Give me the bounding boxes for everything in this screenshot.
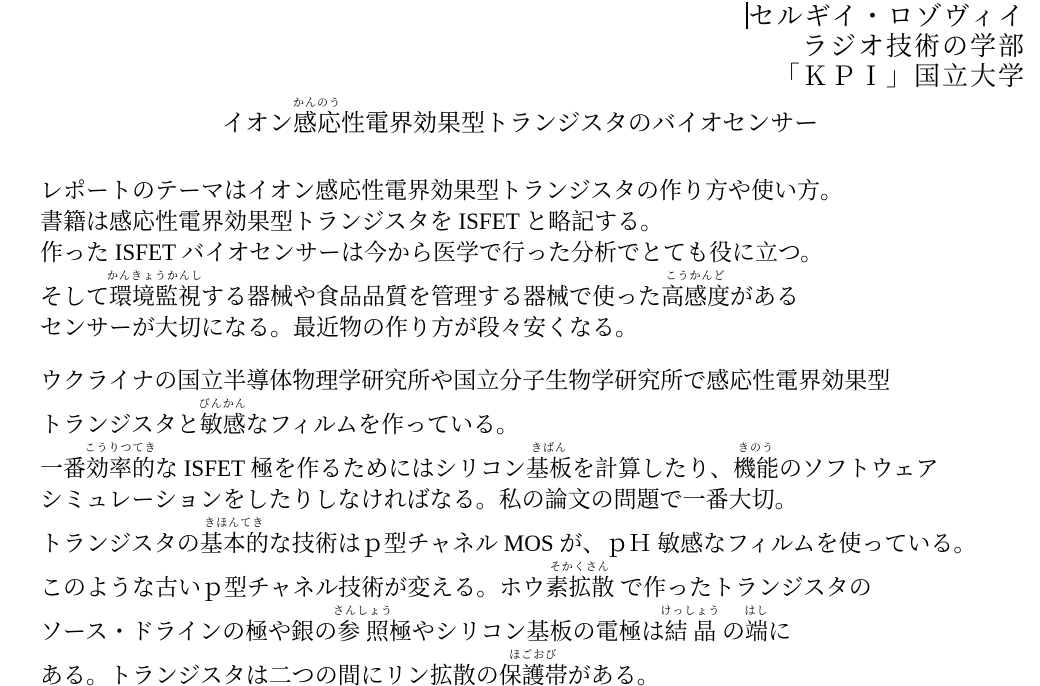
text-run: で作ったトランジスタの bbox=[614, 575, 872, 600]
text-run: する器械や食品品質を管理する器械で使った bbox=[201, 284, 661, 309]
text-line bbox=[40, 396, 1040, 440]
text-line bbox=[40, 365, 1040, 396]
document-title bbox=[0, 96, 1040, 140]
header-line bbox=[0, 62, 1026, 92]
ruby-segment bbox=[107, 270, 203, 309]
text-run: シミュレーションをしたりしなければなる。私の論文の問題で一番大切。 bbox=[40, 487, 798, 512]
paragraph bbox=[40, 175, 1040, 343]
furigana: きほんてき bbox=[204, 517, 265, 529]
ruby-segment bbox=[293, 97, 342, 137]
ruby-base-text: 結 晶 bbox=[664, 619, 717, 644]
text-run: な ISFET 極を作るためにはシリコン bbox=[155, 456, 526, 481]
text-line bbox=[40, 484, 1040, 515]
ruby-base-text: 効率的 bbox=[86, 456, 155, 481]
text-run: のソフトウェア bbox=[778, 456, 939, 481]
furigana: びんかん bbox=[198, 398, 247, 410]
text-run: がある。 bbox=[567, 663, 660, 686]
ruby-base-text: 機能 bbox=[732, 456, 779, 481]
text-run: トランジスタの bbox=[40, 531, 200, 556]
document-body bbox=[0, 175, 1040, 686]
ruby-base-text: 敏感 bbox=[199, 412, 246, 437]
ruby-base-text: 高感度 bbox=[661, 284, 730, 309]
ruby-segment bbox=[661, 270, 730, 309]
text-run: ソース・ドラインの極や銀の bbox=[40, 619, 338, 644]
text-run: に bbox=[767, 619, 791, 644]
furigana: かんきょうかんし bbox=[107, 270, 203, 282]
text-run: ウクライナの国立半導体物理学研究所や国立分子生物学研究所で感応性電界効果型 bbox=[40, 368, 891, 393]
ruby-segment bbox=[525, 442, 572, 481]
text-run: ある。トランジスタは二つの間にリン拡散の bbox=[40, 663, 499, 686]
ruby-base-text: 素拡散 bbox=[545, 575, 615, 600]
ruby-base-text: 感応 bbox=[293, 111, 342, 137]
furigana: そかくさん bbox=[549, 561, 610, 573]
furigana: きばん bbox=[530, 442, 567, 454]
text-run: トランジスタと bbox=[40, 412, 200, 437]
ruby-segment bbox=[545, 561, 615, 600]
text-run: 極やシリコン基板の電極は bbox=[388, 619, 665, 644]
header-line-text: 「ＫＰＩ」国立大学 bbox=[773, 62, 1026, 91]
header-line-text: セルギイ・ロゾヴィイ bbox=[748, 2, 1026, 31]
ruby-segment bbox=[198, 398, 247, 437]
furigana: こうりつてき bbox=[84, 442, 157, 454]
ruby-segment bbox=[732, 442, 779, 481]
document-header bbox=[0, 0, 1040, 92]
header-line bbox=[0, 2, 1026, 32]
text-run: を計算したり、 bbox=[571, 456, 733, 481]
text-run: な技術はｐ型チャネル MOS が、ｐＨ 敏感なフィルムを使っている。 bbox=[268, 531, 977, 556]
text-line bbox=[40, 559, 1040, 603]
text-run: イオン bbox=[221, 111, 294, 137]
text-line bbox=[40, 206, 1040, 237]
text-run: がある bbox=[730, 284, 799, 309]
text-run: レポートのテーマはイオン感応性電界効果型トランジスタの作り方や使い方。 bbox=[40, 178, 844, 203]
text-cursor bbox=[746, 2, 748, 29]
text-run: そして bbox=[40, 284, 109, 309]
text-run: 作った ISFET バイオセンサーは今から医学で行った分析でとても役に立つ。 bbox=[40, 240, 824, 265]
furigana: ほごおび bbox=[509, 649, 558, 661]
text-line bbox=[40, 175, 1040, 206]
text-run: センサーが大切になる。最近物の作り方が段々安くなる。 bbox=[40, 315, 638, 340]
text-run: の bbox=[716, 619, 745, 644]
header-line bbox=[0, 32, 1026, 62]
ruby-segment bbox=[660, 605, 721, 644]
text-line bbox=[40, 603, 1040, 647]
ruby-base-text: 基本的 bbox=[199, 531, 269, 556]
text-line bbox=[40, 312, 1040, 343]
ruby-segment bbox=[333, 605, 394, 644]
header-line-text: ラジオ技術の学部 bbox=[801, 32, 1026, 61]
ruby-segment bbox=[199, 517, 269, 556]
furigana: さんしょう bbox=[333, 605, 394, 617]
text-line bbox=[0, 96, 1040, 140]
ruby-segment bbox=[498, 649, 568, 686]
text-run: 書籍は感応性電界効果型トランジスタを ISFET と略記する。 bbox=[40, 209, 664, 234]
ruby-base-text: 環境監視 bbox=[109, 284, 201, 309]
text-line bbox=[40, 268, 1040, 312]
text-run: なフィルムを作っている。 bbox=[245, 412, 519, 437]
text-line bbox=[40, 440, 1040, 484]
furigana: けっしょう bbox=[660, 605, 721, 617]
furigana: こうかんど bbox=[665, 270, 726, 282]
ruby-base-text: 参 照 bbox=[337, 619, 389, 644]
text-run: 一番 bbox=[40, 456, 86, 481]
text-run: このような古いｐ型チャネル技術が変える。ホウ bbox=[40, 575, 546, 600]
furigana: きのう bbox=[737, 442, 774, 454]
text-line bbox=[40, 515, 1040, 559]
furigana: はし bbox=[744, 605, 769, 617]
text-line bbox=[40, 647, 1040, 686]
ruby-base-text: 端 bbox=[744, 619, 768, 644]
ruby-base-text: 基板 bbox=[525, 456, 572, 481]
ruby-segment bbox=[744, 605, 769, 644]
text-line bbox=[40, 237, 1040, 268]
furigana: かんのう bbox=[293, 97, 342, 109]
ruby-base-text: 保護帯 bbox=[498, 663, 568, 686]
paragraph bbox=[40, 365, 1040, 686]
text-run: 性電界効果型トランジスタのバイオセンサー bbox=[341, 111, 819, 137]
ruby-segment bbox=[84, 442, 157, 481]
